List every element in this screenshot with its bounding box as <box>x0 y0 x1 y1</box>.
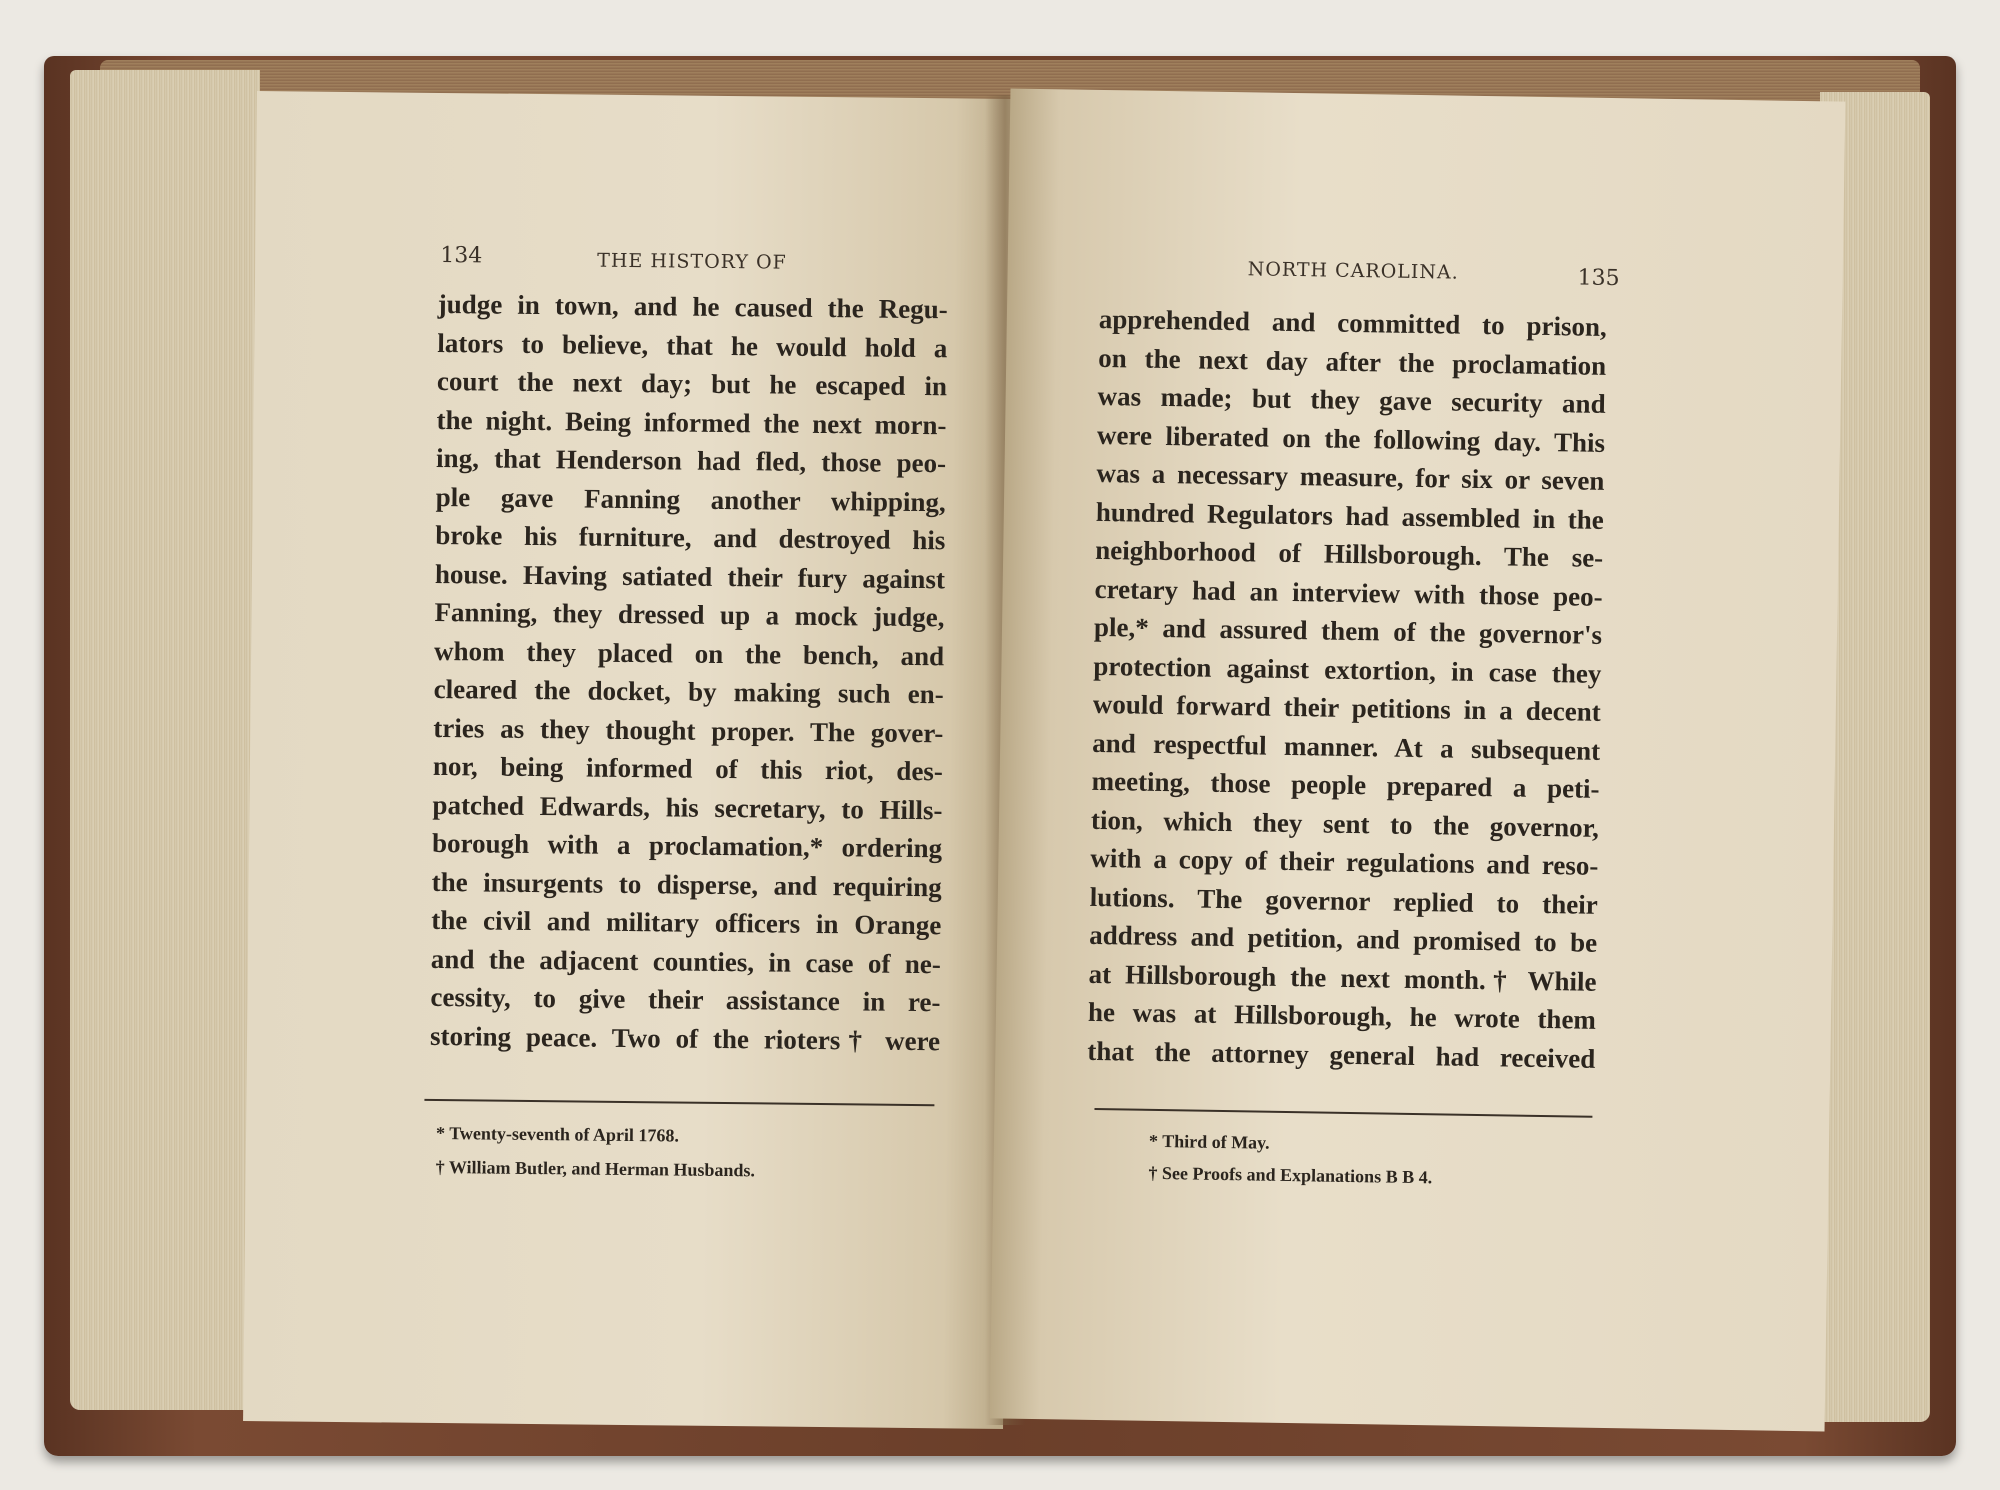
right-footnote-1: * Third of May. <box>1148 1130 1270 1153</box>
text-line: Fanning, they dressed up a mock judge, <box>434 596 945 633</box>
text-line: lators to believe, that he would hold a <box>437 327 948 363</box>
text-line: ple,* and assured them of the governor's <box>1093 611 1603 650</box>
text-line: meeting, those people prepared a peti- <box>1091 765 1600 804</box>
text-line: with a copy of their regulations and reso- <box>1090 842 1599 881</box>
text-line: storing peace. Two of the rioters† were <box>429 1020 941 1056</box>
text-line: the civil and military officers in Orange <box>431 904 942 941</box>
text-line: borough with a proclamation,* ordering <box>431 827 943 864</box>
right-page-number: 135 <box>1577 265 1620 292</box>
text-line: cleared the docket, by making such en- <box>433 673 944 710</box>
text-line: broke his furniture, and destroyed his <box>435 519 946 556</box>
text-line: whom they placed on the bench, and <box>433 635 945 671</box>
text-line: and respectful manner. At a subsequent <box>1092 727 1601 766</box>
text-line: was made; but they gave security and <box>1097 380 1606 419</box>
text-line: nor, being informed of this riot, des- <box>432 750 944 787</box>
text-line: lutions. The governor replied to their <box>1089 881 1598 920</box>
text-line: and the adjacent counties, in case of ne- <box>430 943 942 979</box>
left-footnote-rule <box>424 1099 934 1106</box>
right-footnote-2: † See Proofs and Explanations B B 4. <box>1148 1162 1433 1188</box>
text-line: ple gave Fanning another whipping, <box>435 481 946 517</box>
text-line: tion, which they sent to the governor, <box>1090 804 1600 843</box>
text-line: apprehended and committed to prison, <box>1098 303 1608 342</box>
left-running-head: THE HISTORY OF <box>597 249 787 274</box>
text-line: cretary had an interview with those peo- <box>1094 573 1603 612</box>
left-page-number: 134 <box>440 242 483 269</box>
text-line: at Hillsborough the next month.† While <box>1088 958 1597 997</box>
left-footnote-2: † William Butler, and Herman Husbands. <box>435 1156 756 1181</box>
text-line: was a necessary measure, for six or seven <box>1096 457 1605 496</box>
text-line: ing, that Henderson had fled, those peo- <box>435 442 947 479</box>
text-line: hundred Regulators had assembled in the <box>1095 496 1605 535</box>
text-line: the night. Being informed the next morn- <box>436 404 947 440</box>
text-line: that the attorney general had received <box>1087 1035 1596 1074</box>
right-body-text <box>1087 300 1607 1078</box>
text-line: the insurgents to disperse, and requiring <box>431 866 942 902</box>
text-line: protection against extortion, in case they <box>1093 650 1602 689</box>
text-line: tries as they thought proper. The gover- <box>433 712 944 748</box>
text-line: on the next day after the proclamation <box>1098 342 1607 381</box>
text-line: were liberated on the following day. This <box>1096 419 1606 458</box>
text-line: judge in town, and he caused the Regu- <box>437 288 948 325</box>
right-running-head: NORTH CAROLINA. <box>1247 258 1459 284</box>
right-page <box>990 89 1846 1432</box>
left-page <box>243 91 1017 1429</box>
text-line: house. Having satiated their fury against <box>434 558 946 594</box>
text-line: cessity, to give their assistance in re- <box>430 981 941 1018</box>
left-body-text <box>430 285 948 1060</box>
text-line: would forward their petitions in a decent <box>1092 688 1602 727</box>
text-line: address and petition, and promised to be <box>1088 919 1598 958</box>
text-line: neighborhood of Hillsborough. The se- <box>1095 534 1604 573</box>
text-line: patched Edwards, his secretary, to Hills- <box>432 789 943 825</box>
text-line: he was at Hillsborough, he wrote them <box>1087 996 1597 1035</box>
text-line: court the next day; but he escaped in <box>436 365 948 402</box>
right-footnote-rule <box>1094 1108 1592 1118</box>
left-footnote-1: * Twenty-seventh of April 1768. <box>435 1122 680 1146</box>
page-block-left-edge <box>70 70 260 1410</box>
